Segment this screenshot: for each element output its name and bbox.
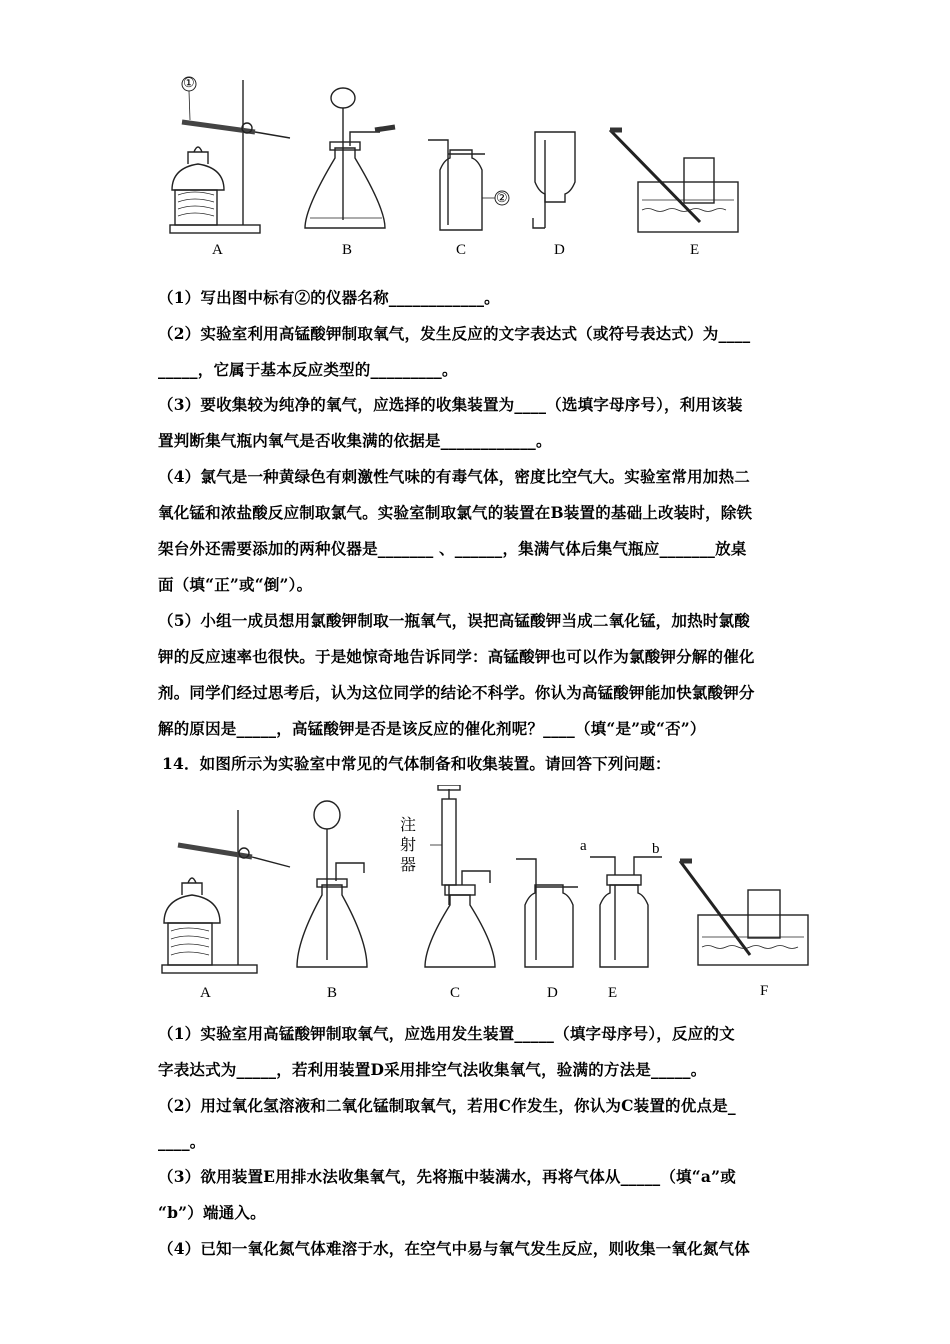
apparatus-e2-drawing [590,857,662,967]
q14-line-5: （3）欲用装置E用排水法收集氧气，先将瓶中装满水，再将气体从_____（填“a”或 [158,1167,736,1186]
syringe-char-2: 射 [399,835,416,854]
q13-line-5: 置判断集气瓶内氧气是否收集满的依据是____________。 [158,431,552,450]
apparatus-b2-drawing [297,801,367,967]
syringe-char-3: 器 [399,855,416,874]
q13-line-12: 剂。同学们经过思考后，认为这位同学的结论不科学。你认为高锰酸钾能加快氯酸钾分 [158,683,755,702]
figure-1-label-e: E [690,242,700,258]
apparatus-e-drawing [610,130,738,232]
q13-line-10: （5）小组一成员想用氯酸钾制取一瓶氧气，误把高锰酸钾当成二氧化锰，加热时氯酸 [158,611,750,630]
q13-line-13: 解的原因是_____，高锰酸钾是否是该反应的催化剂呢？____（填“是”或“否”） [158,719,706,738]
syringe-label [398,815,418,875]
figure-1-label-a: A [212,242,223,258]
q14-line-4: ____。 [158,1132,206,1151]
q14-line-1: （1）实验室用高锰酸钾制取氧气，应选用发生装置_____（填字母序号），反应的文 [158,1024,735,1043]
q14-line-7: （4）已知一氧化氮气体难溶于水，在空气中易与氧气发生反应，则收集一氧化氮气体 [158,1239,750,1258]
figure-2-drawing [150,785,820,985]
apparatus-c2-drawing [425,785,495,967]
figure-2-label-e: E [608,985,618,1001]
apparatus-a2-drawing [162,810,290,973]
apparatus-d-drawing [533,132,575,228]
syringe-char-1: 注 [399,815,416,834]
figure-2-label-c: C [450,985,461,1001]
figure-2-label-f: F [760,983,769,999]
apparatus-f2-drawing [680,861,808,965]
q13-line-2: （2）实验室利用高锰酸钾制取氧气，发生反应的文字表达式（或符号表达式）为____ [158,324,751,343]
q14-line-2: 字表达式为_____，若利用装置D采用排空气法收集氧气，验满的方法是_____。 [158,1060,707,1079]
apparatus-d2-drawing [516,859,578,967]
question-14-heading: 14．如图所示为实验室中常见的气体制备和收集装置。请回答下列问题： [162,754,671,773]
figure-1-label-c: C [456,242,467,258]
q14-line-6: “b”）端通入。 [158,1203,266,1222]
figure-1-label-d: D [554,242,565,258]
figure-1-label-b: B [342,242,353,258]
figure-2-label-a: A [200,985,211,1001]
q13-line-7: 氧化锰和浓盐酸反应制取氯气。实验室制取氯气的装置在B装置的基础上改装时，除铁 [158,503,753,522]
figure-2-apparatus [150,785,820,1010]
apparatus-b-drawing [305,88,395,228]
figure-2-label-b: B [327,985,338,1001]
q13-line-9: 面（填“正”或“倒”）。 [158,575,313,594]
marker-2: ② [496,190,508,205]
figure-2-label-d: D [547,985,558,1001]
apparatus-c-drawing [428,140,509,230]
q13-line-4: （3）要收集较为纯净的氧气，应选择的收集装置为____（选填字母序号），利用该装 [158,395,743,414]
q13-line-3: _____，它属于基本反应类型的_________。 [158,360,458,379]
apparatus-a-drawing [170,77,290,233]
q13-line-1: （1）写出图中标有②的仪器名称____________。 [158,288,500,307]
q13-line-6: （4）氯气是一种黄绿色有刺激性气味的有毒气体，密度比空气大。实验室常用加热二 [158,467,750,486]
port-a-label: a [580,838,587,854]
port-b-label: b [652,841,660,857]
q14-line-3: （2）用过氧化氢溶液和二氧化锰制取氧气，若用C作发生，你认为C装置的优点是_ [158,1096,736,1115]
marker-1: ① [183,75,195,90]
q13-line-11: 钾的反应速率也很快。于是她惊奇地告诉同学：高锰酸钾也可以作为氯酸钾分解的催化 [158,647,755,666]
figure-1-apparatus [150,70,750,270]
q13-line-8: 架台外还需要添加的两种仪器是_______ 、______，集满气体后集气瓶应_______放桌 [158,539,747,558]
figure-1-drawing [150,70,750,240]
